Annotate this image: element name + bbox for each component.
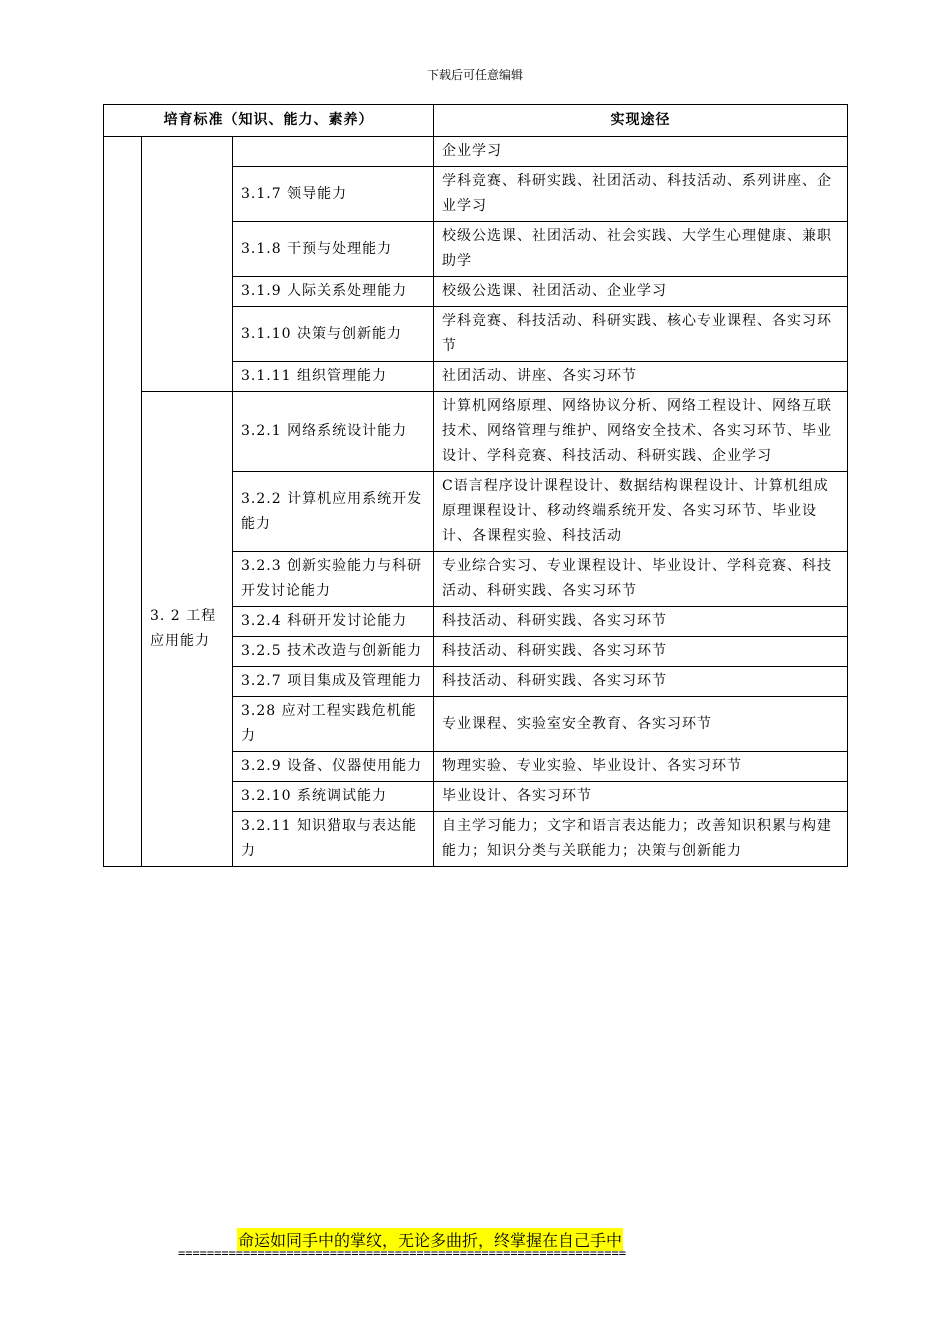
row-item: 3.2.7 项目集成及管理能力 xyxy=(233,667,434,697)
row-item xyxy=(233,137,434,167)
row-item: 3.28 应对工程实践危机能力 xyxy=(233,697,434,752)
row-path: 计算机网络原理、网络协议分析、网络工程设计、网络互联技术、网络管理与维护、网络安全技术、各实习环节、毕业设计、学科竞赛、科技活动、科研实践、企业学习 xyxy=(434,392,848,472)
row-path: 专业综合实习、专业课程设计、毕业设计、学科竞赛、科技活动、科研实践、各实习环节 xyxy=(434,552,848,607)
row-path: 企业学习 xyxy=(434,137,848,167)
row-path: 专业课程、实验室安全教育、各实习环节 xyxy=(434,697,848,752)
row-path: 学科竞赛、科研实践、社团活动、科技活动、系列讲座、企业学习 xyxy=(434,167,848,222)
row-item: 3.2.11 知识猎取与表达能力 xyxy=(233,812,434,867)
footer-motto: 命运如同手中的掌纹，无论多曲折，终掌握在自己手中 xyxy=(237,1228,623,1251)
header-standard: 培育标准（知识、能力、素养） xyxy=(104,105,434,137)
row-path: 社团活动、讲座、各实习环节 xyxy=(434,362,848,392)
row-item: 3.2.9 设备、仪器使用能力 xyxy=(233,752,434,782)
row-item: 3.1.9 人际关系处理能力 xyxy=(233,277,434,307)
row-path: 自主学习能力；文字和语言表达能力；改善知识积累与构建能力；知识分类与关联能力；决策与创新能力 xyxy=(434,812,848,867)
row-item: 3.2.3 创新实验能力与科研开发讨论能力 xyxy=(233,552,434,607)
row-path: 校级公选课、社团活动、社会实践、大学生心理健康、兼职助学 xyxy=(434,222,848,277)
row-path: 校级公选课、社团活动、企业学习 xyxy=(434,277,848,307)
table-row xyxy=(104,137,848,167)
row-item: 3.1.8 干预与处理能力 xyxy=(233,222,434,277)
training-standards-table xyxy=(103,104,848,867)
page-header-note: 下载后可任意编辑 xyxy=(426,68,523,82)
row-path: 毕业设计、各实习环节 xyxy=(434,782,848,812)
row-item: 3.2.10 系统调试能力 xyxy=(233,782,434,812)
row-item: 3.1.10 决策与创新能力 xyxy=(233,307,434,362)
footer-rule: ============================================================== xyxy=(178,1246,626,1260)
row-item: 3.2.2 计算机应用系统开发能力 xyxy=(233,472,434,552)
row-path: 科技活动、科研实践、各实习环节 xyxy=(434,607,848,637)
row-path: 物理实验、专业实验、毕业设计、各实习环节 xyxy=(434,752,848,782)
row-item: 3.2.1 网络系统设计能力 xyxy=(233,392,434,472)
row-item: 3.2.5 技术改造与创新能力 xyxy=(233,637,434,667)
row-path: 科技活动、科研实践、各实习环节 xyxy=(434,667,848,697)
category-engineering-application: 3. 2 工程应用能力 xyxy=(142,392,233,867)
row-path: 学科竞赛、科技活动、科研实践、核心专业课程、各实习环节 xyxy=(434,307,848,362)
category-group1-cell xyxy=(142,137,233,392)
row-path: C语言程序设计课程设计、数据结构课程设计、计算机组成原理课程设计、移动终端系统开发、各实习环节、毕业设计、各课程实验、科技活动 xyxy=(434,472,848,552)
row-path: 科技活动、科研实践、各实习环节 xyxy=(434,637,848,667)
table-row xyxy=(104,392,848,472)
table-header-row xyxy=(104,105,848,137)
row-item: 3.1.7 领导能力 xyxy=(233,167,434,222)
row-item: 3.1.11 组织管理能力 xyxy=(233,362,434,392)
row-item: 3.2.4 科研开发讨论能力 xyxy=(233,607,434,637)
category-level1-cell xyxy=(104,137,142,867)
header-path: 实现途径 xyxy=(434,105,848,137)
